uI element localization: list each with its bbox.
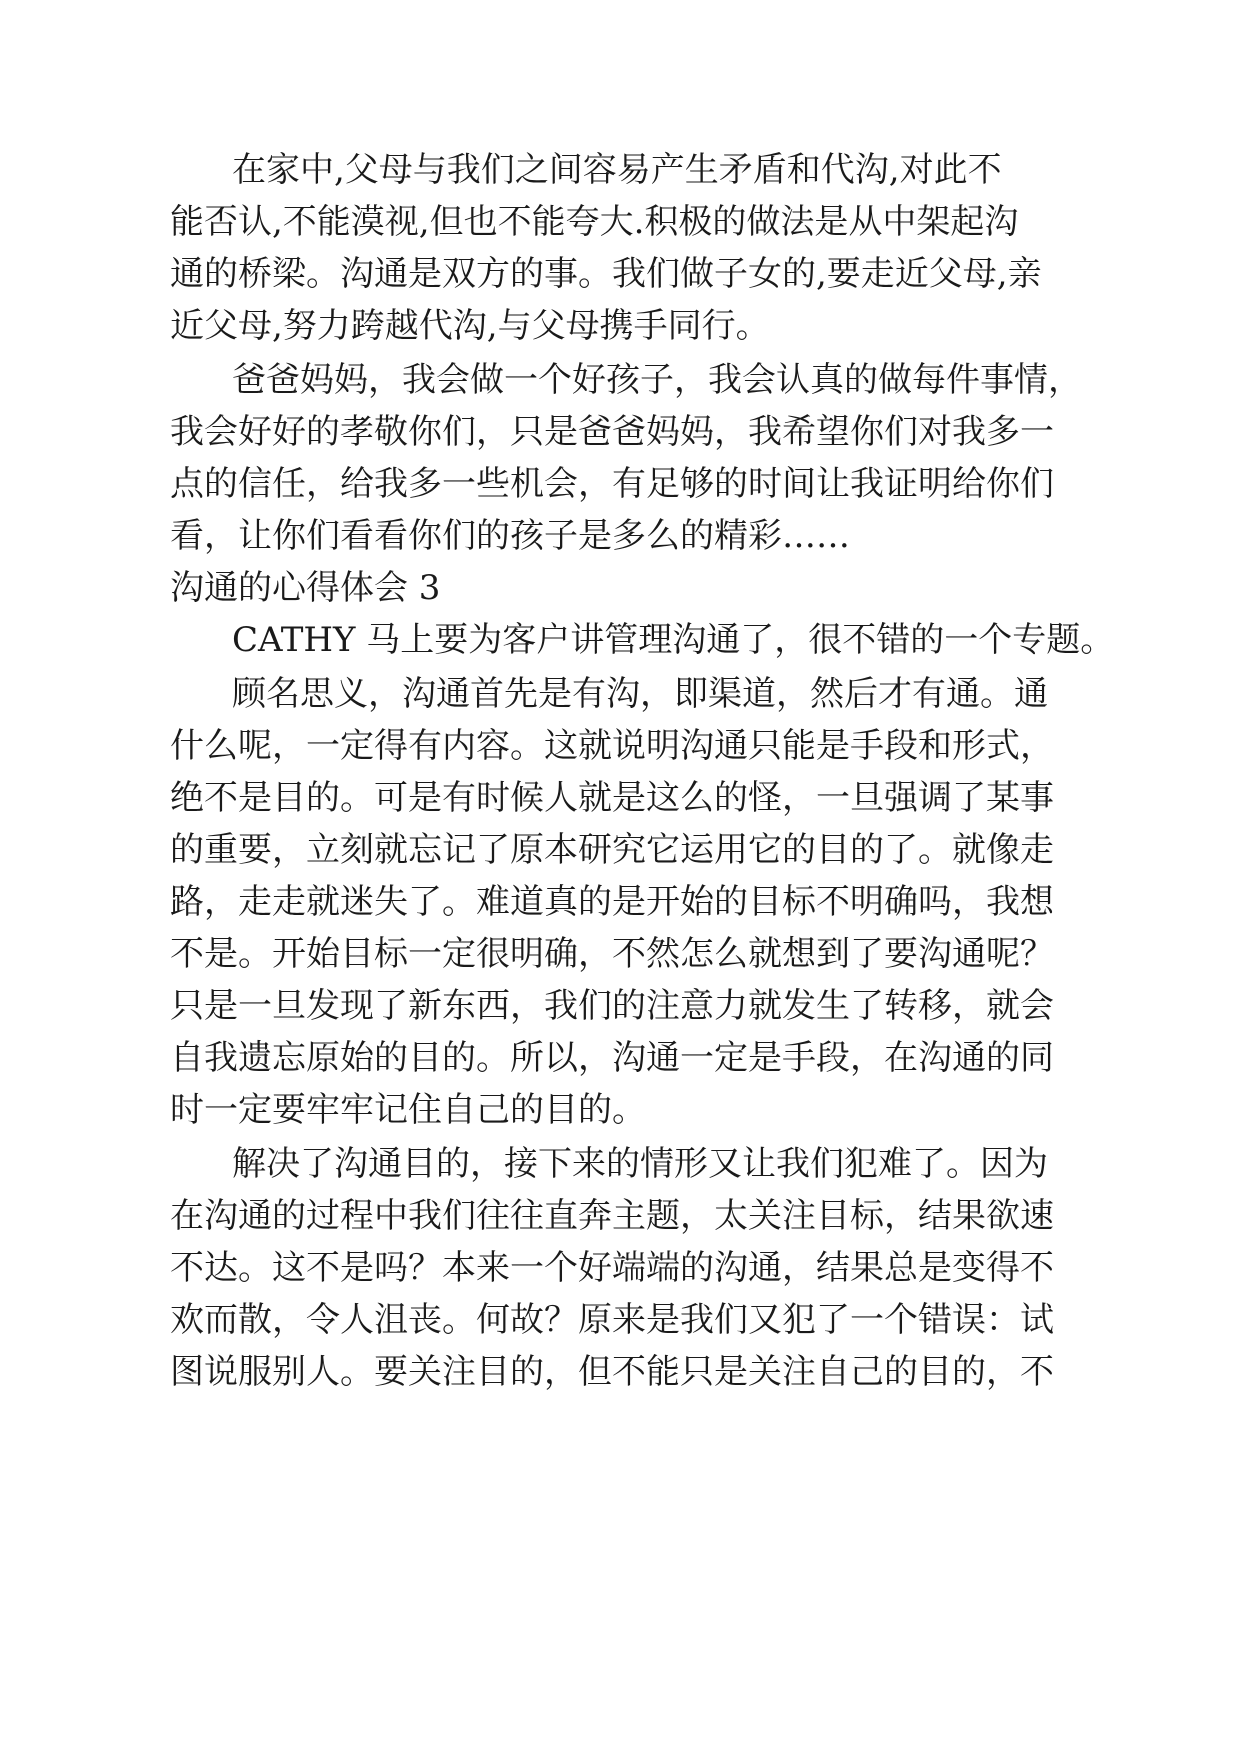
paragraph-2-line-4: 看，让你们看看你们的孩子是多么的精彩…… (170, 516, 850, 556)
paragraph-2-line-3: 点的信任，给我多一些机会，有足够的时间让我证明给你们 (170, 464, 1054, 504)
paragraph-1-line-2: 能否认,不能漠视,但也不能夸大.积极的做法是从中架起沟 (170, 202, 1019, 242)
paragraph-4-line-4: 的重要，立刻就忘记了原本研究它运用它的目的了。就像走 (170, 830, 1054, 870)
paragraph-5-line-1: 解决了沟通目的，接下来的情形又让我们犯难了。因为 (232, 1144, 1048, 1184)
paragraph-3-line-1: CATHY 马上要为客户讲管理沟通了，很不错的一个专题。 (232, 620, 1115, 660)
paragraph-4-line-7: 只是一旦发现了新东西，我们的注意力就发生了转移，就会 (170, 986, 1054, 1026)
paragraph-4-line-8: 自我遗忘原始的目的。所以，沟通一定是手段，在沟通的同 (170, 1038, 1054, 1078)
paragraph-4-line-9: 时一定要牢牢记住自己的目的。 (170, 1090, 646, 1130)
paragraph-5-line-5: 图说服别人。要关注目的，但不能只是关注自己的目的，不 (170, 1352, 1054, 1392)
paragraph-1-line-4: 近父母,努力跨越代沟,与父母携手同行。 (170, 306, 770, 346)
paragraph-4-line-2: 什么呢，一定得有内容。这就说明沟通只能是手段和形式， (170, 726, 1054, 766)
paragraph-5-line-3: 不达。这不是吗？本来一个好端端的沟通，结果总是变得不 (170, 1248, 1054, 1288)
paragraph-1-line-3: 通的桥梁。沟通是双方的事。我们做子女的,要走近父母,亲 (170, 254, 1042, 294)
paragraph-4-line-1: 顾名思义，沟通首先是有沟，即渠道，然后才有通。通 (232, 674, 1048, 714)
paragraph-2-line-2: 我会好好的孝敬你们，只是爸爸妈妈，我希望你们对我多一 (170, 412, 1054, 452)
paragraph-4-line-6: 不是。开始目标一定很明确，不然怎么就想到了要沟通呢？ (170, 934, 1054, 974)
paragraph-5-line-2: 在沟通的过程中我们往往直奔主题，太关注目标，结果欲速 (170, 1196, 1054, 1236)
paragraph-1-line-1: 在家中,父母与我们之间容易产生矛盾和代沟,对此不 (232, 150, 1002, 190)
paragraph-4-line-5: 路，走走就迷失了。难道真的是开始的目标不明确吗，我想 (170, 882, 1054, 922)
paragraph-5-line-4: 欢而散，令人沮丧。何故？原来是我们又犯了一个错误：试 (170, 1300, 1054, 1340)
paragraph-2-line-1: 爸爸妈妈，我会做一个好孩子，我会认真的做每件事情， (232, 360, 1082, 400)
section-heading: 沟通的心得体会 3 (170, 568, 441, 608)
paragraph-4-line-3: 绝不是目的。可是有时候人就是这么的怪，一旦强调了某事 (170, 778, 1054, 818)
